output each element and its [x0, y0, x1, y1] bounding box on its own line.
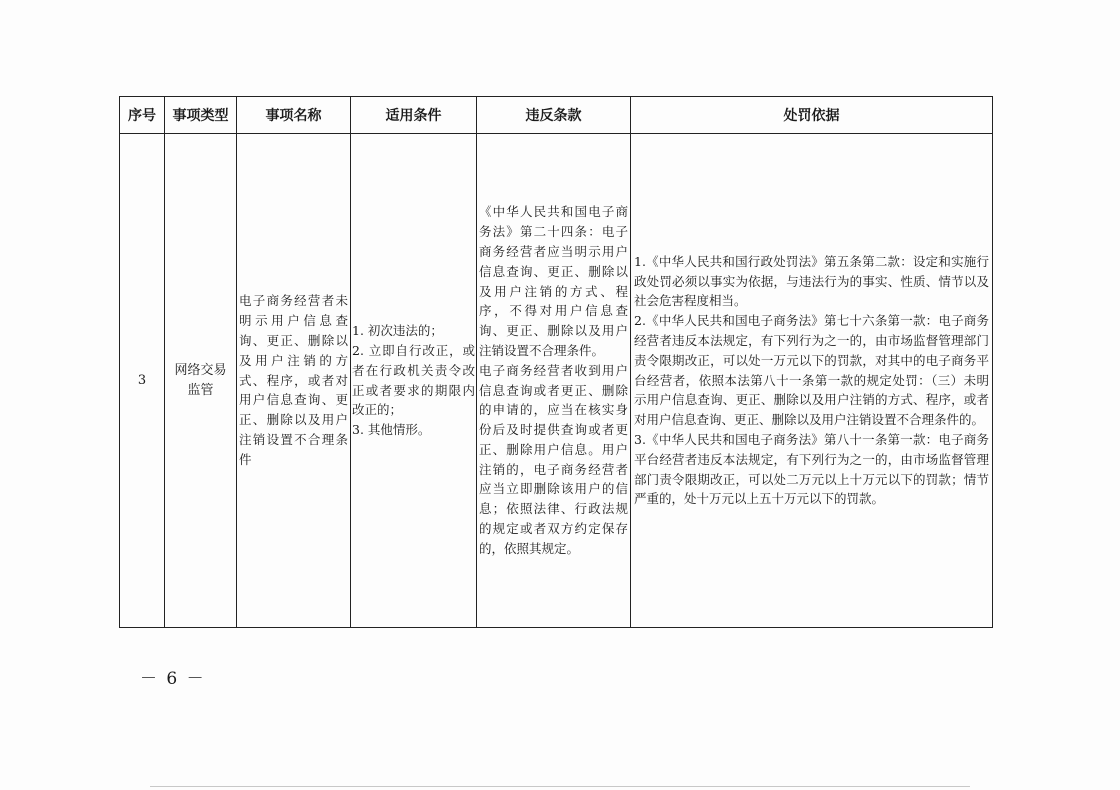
bottom-edge-line	[150, 786, 970, 787]
row-item-type-text: 网络交易 监管	[174, 362, 227, 398]
penalty-table	[119, 96, 993, 628]
row-conditions	[351, 134, 477, 628]
row-penalty-basis-text: 1.《中华人民共和国行政处罚法》第五条第二款：设定和实施行政处罚必须以事实为依据，与违法行为的事实、性质、情节以及社会危害程度相当。 2.《中华人民共和国电子商务法》第七十六条第一款：电子商务经营者违反本法规定，有下列行为之一的，由市场监督管理部门责令限期改正，可以处一万元以下的罚款，对其中的电子商务平台经营者，依照本法第八十一条第一款的规定处罚：（三）未明示用户信息查询、更正、删除以及用户注销的方式、程序，或者对用户信息查询、更正、删除以及用户注销设置不合理条件的。 3.《中华人民共和国电子商务法》第八十一条第一款：电子商务平台经营者违反本法规定，有下列行为之一的，由市场监督管理部门责令限期改正，可以处二万元以上十万元以下的罚款；情节严重的，处十万元以上五十万元以下的罚款。	[634, 253, 989, 507]
row-index-text: 3	[137, 373, 147, 388]
header-row	[120, 97, 993, 134]
row-violation-clause	[477, 134, 631, 628]
header-conditions: 适用条件	[351, 97, 477, 134]
header-item-type: 事项类型	[165, 97, 237, 134]
row-item-type	[165, 134, 237, 628]
row-item-name-text: 电子商务经营者未明示用户信息查询、更正、删除以及用户注销的方式、程序，或者对用户信息查询、更正、删除以及用户注销设置不合理条件	[239, 293, 348, 467]
page-number: － 6 －	[140, 669, 206, 689]
row-penalty-basis	[631, 134, 993, 628]
row-item-name	[237, 134, 351, 628]
row-index	[120, 134, 165, 628]
row-violation-text: 《中华人民共和国电子商务法》第二十四条：电子商务经营者应当明示用户信息查询、更正、删除以及用户注销的方式、程序，不得对用户信息查询、更正、删除以及用户注销设置不合理条件。 电子商务经营者收到用户信息查询或者更正、删除的申请的，应当在核实身份后及时提供查询或者更正、删除用户信息。用户注销的，电子商务经营者应当立即删除该用户的信息；依照法律、行政法规的规定或者双方约定保存的，依照其规定。	[479, 204, 628, 556]
header-index: 序号	[120, 97, 165, 134]
table-row	[120, 134, 993, 628]
table-header	[120, 97, 993, 134]
row-conditions-text: 1. 初次违法的； 2. 立即自行改正，或者在行政机关责令改正或者要求的期限内改正的； 3. 其他情形。	[352, 323, 475, 438]
header-penalty-basis: 处罚依据	[631, 97, 993, 134]
header-violation-clause: 违反条款	[477, 97, 631, 134]
header-item-name: 事项名称	[237, 97, 351, 134]
